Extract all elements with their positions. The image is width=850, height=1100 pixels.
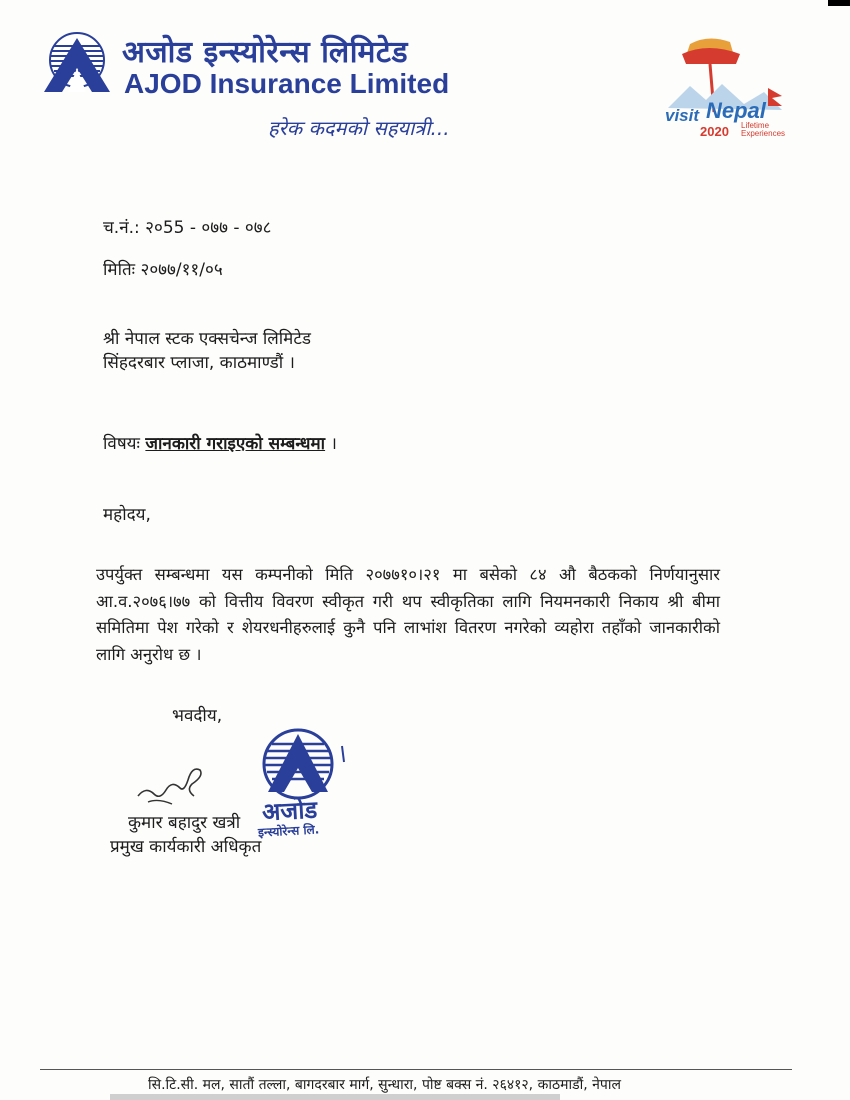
footer-contact-faint [110,1094,560,1100]
signer-title: प्रमुख कार्यकारी अधिकृत [110,837,262,857]
company-name-en: AJOD Insurance Limited [124,68,450,99]
lifetime-experiences [741,122,785,138]
subject-end: । [325,434,337,454]
letter-body: उपर्युक्त सम्बन्धमा यस कम्पनीको मिति २०७७१०।२१ मा बसेको ८४ औ बैठकको निर्णयानुसार आ.व.२०७६।७७ को वित्तीय विवरण स्वीकृत गरी थप स्वीकृतिका लागि नियमनकारी निकाय श्री बीमा समितिमा पेश गरेको र शेयरधनीहरुलाई कुनै पनि लाभांश वितरण नगरेको व्यहोरा तहाँको जानकारीको लागि अनुरोध छ । [96,565,720,664]
company-name-np: अजोड इन्स्योरेन्स लिमिटेड [122,35,409,70]
corner-mark [828,0,850,6]
stamp-company-subtitle: इन्स्योरेन्स लि. [257,822,320,840]
visit-word: visit [665,106,700,125]
handwritten-signature [128,760,208,816]
letter-date: मितिः २०७७/११/०५ [103,260,223,280]
ajod-logo-icon [40,32,114,94]
subject-label: विषयः [103,434,140,454]
nepal-word: Nepal [706,98,766,123]
reference-number: च.नं.: २०55 - ०७७ - ०७८ [103,218,272,238]
footer-address: सि.टि.सी. मल, सातौं तल्ला, बागदरबार मार्ग, सुन्धारा, पोष्ट बक्स नं. २६४१२, काठमाडौं, नेपाल [148,1077,621,1093]
recipient-line-1: श्री नेपाल स्टक एक्सचेन्ज लिमिटेड [103,329,312,349]
footer-divider [40,1069,792,1070]
stamp-company-name: अजोड [261,795,318,827]
experiences-text: Experiences [741,129,786,138]
recipient-line-2: सिंहदरबार प्लाजा, काठमाण्डौं । [103,353,295,373]
lifetime-text: Lifetime [741,121,770,130]
subject-text: जानकारी गराइएको सम्बन्धमा [145,434,326,454]
signer-name: कुमार बहादुर खत्री [128,813,241,833]
salutation: महोदय, [103,505,151,525]
closing: भवदीय, [172,706,223,726]
subject-line [103,431,337,454]
tagline: हरेक कदमको सहयात्री... [268,116,450,140]
visit-year: 2020 [700,124,729,139]
